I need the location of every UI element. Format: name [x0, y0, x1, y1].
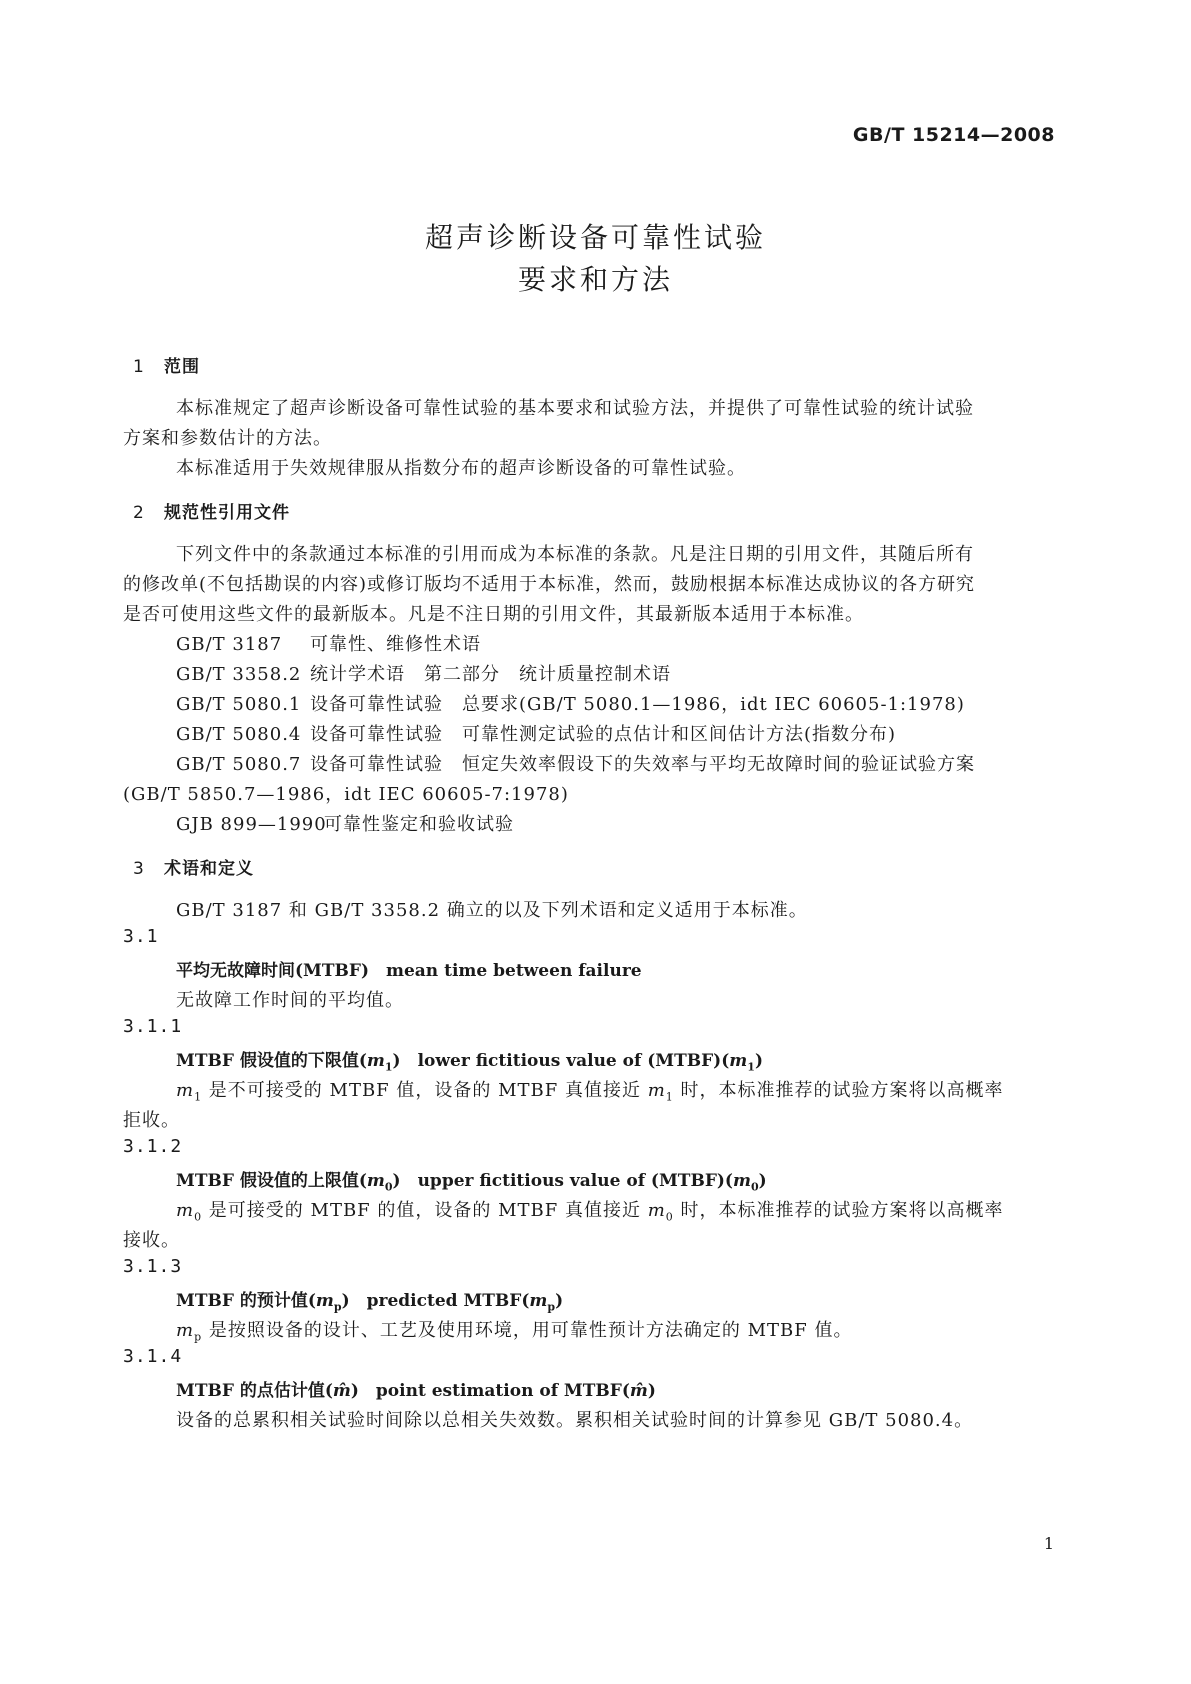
reference-continuation: (GB/T 5850.7—1986，idt IEC 60605-7:1978)	[123, 784, 569, 805]
symbol-subscript: 1	[384, 1060, 393, 1074]
close-paren: )	[758, 1171, 767, 1191]
symbol: m	[647, 1200, 666, 1221]
section-number: 3	[133, 859, 144, 879]
symbol: m	[315, 1291, 334, 1311]
reference-item	[176, 630, 481, 656]
definition-text: 时，本标准推荐的试验方案将以高概率	[673, 1200, 1004, 1221]
reference-item	[176, 750, 975, 776]
symbol: m	[366, 1171, 385, 1191]
symbol-subscript: p	[194, 1330, 203, 1344]
reference-code: GB/T 5080.7	[176, 754, 302, 775]
symbol-subscript: 0	[750, 1180, 759, 1194]
term-number: 3.1.4	[123, 1346, 183, 1367]
reference-code: GB/T 3358.2	[176, 664, 302, 685]
reference-title: 可靠性鉴定和验收试验	[324, 814, 514, 835]
symbol-subscript: 0	[194, 1210, 203, 1224]
symbol-subscript: 0	[665, 1210, 674, 1224]
term-label-en: ) predicted MTBF(	[341, 1291, 530, 1311]
reference-title: 设备可靠性试验 可靠性测定试验的点估计和区间估计方法(指数分布)	[310, 724, 897, 745]
term-number: 3.1.1	[123, 1016, 183, 1037]
term-number: 3.1.2	[123, 1136, 183, 1157]
term-title: 平均无故障时间(MTBF) mean time between failure	[176, 961, 642, 981]
term-title	[176, 1376, 656, 1401]
section-heading-normative-references	[133, 498, 290, 523]
symbol-subscript: 1	[665, 1090, 674, 1104]
page-number: 1	[1043, 1534, 1054, 1553]
term-title	[176, 1166, 767, 1193]
paragraph-line: 方案和参数估计的方法。	[123, 428, 332, 449]
definition-text: 时，本标准推荐的试验方案将以高概率	[673, 1080, 1004, 1101]
reference-item	[176, 660, 671, 686]
reference-title: 统计学术语 第二部分 统计质量控制术语	[310, 664, 671, 685]
symbol: m	[729, 1051, 748, 1071]
term-definition-cont: 拒收。	[123, 1110, 180, 1131]
reference-item	[176, 690, 965, 716]
reference-title: 设备可靠性试验 总要求(GB/T 5080.1—1986，idt IEC 60605-1:1978)	[310, 694, 965, 715]
term-number: 3.1.3	[123, 1256, 183, 1277]
reference-code: GJB 899—1990	[176, 814, 327, 835]
definition-text: 是按照设备的设计、工艺及使用环境，用可靠性预计方法确定的 MTBF 值。	[202, 1320, 853, 1341]
symbol-subscript: 0	[384, 1180, 393, 1194]
term-label-cn: MTBF 的点估计值(	[176, 1381, 333, 1401]
symbol-subscript: p	[333, 1300, 342, 1314]
term-label-en: ) lower fictitious value of (MTBF)(	[392, 1051, 730, 1071]
paragraph-line: 本标准适用于失效规律服从指数分布的超声诊断设备的可靠性试验。	[176, 458, 746, 479]
symbol-subscript: 1	[747, 1060, 755, 1074]
document-title-line1: 超声诊断设备可靠性试验	[424, 221, 766, 254]
close-paren: )	[754, 1051, 763, 1071]
symbol: m̂	[629, 1381, 648, 1401]
term-label-cn: MTBF 假设值的下限值(	[176, 1051, 367, 1071]
term-label-cn: MTBF 假设值的上限值(	[176, 1171, 367, 1191]
reference-code: GB/T 3187	[176, 634, 283, 655]
symbol: m	[176, 1080, 195, 1101]
section-number: 1	[133, 357, 144, 377]
paragraph-line: 是否可使用这些文件的最新版本。凡是不注日期的引用文件，其最新版本适用于本标准。	[123, 604, 864, 625]
term-definition	[176, 1196, 1004, 1224]
term-number: 3.1	[123, 926, 159, 947]
term-definition	[176, 1076, 1004, 1104]
reference-code: GB/T 5080.4	[176, 724, 302, 745]
symbol: m	[176, 1200, 195, 1221]
symbol: m	[732, 1171, 751, 1191]
symbol: m	[529, 1291, 548, 1311]
term-label-cn: MTBF 的预计值(	[176, 1291, 316, 1311]
reference-title: 可靠性、维修性术语	[310, 634, 481, 655]
section-title: 术语和定义	[164, 859, 254, 879]
symbol: m	[176, 1320, 195, 1341]
close-paren: )	[647, 1381, 656, 1401]
reference-item	[176, 720, 896, 746]
symbol-subscript: p	[547, 1300, 556, 1314]
paragraph-line: 本标准规定了超声诊断设备可靠性试验的基本要求和试验方法，并提供了可靠性试验的统计试验	[176, 398, 974, 419]
section-number: 2	[133, 503, 144, 523]
symbol: m̂	[332, 1381, 351, 1401]
standard-number: GB/T 15214—2008	[852, 124, 1055, 146]
section-title: 规范性引用文件	[164, 503, 290, 523]
term-label-en: ) point estimation of MTBF(	[350, 1381, 630, 1401]
term-definition: 无故障工作时间的平均值。	[176, 990, 404, 1011]
symbol: m	[647, 1080, 666, 1101]
definition-text: 是可接受的 MTBF 的值，设备的 MTBF 真值接近	[202, 1200, 648, 1221]
paragraph-line: 下列文件中的条款通过本标准的引用而成为本标准的条款。凡是注日期的引用文件，其随后所有	[176, 544, 974, 565]
term-definition: 设备的总累积相关试验时间除以总相关失效数。累积相关试验时间的计算参见 GB/T 5080.4。	[176, 1410, 974, 1431]
reference-code: GB/T 5080.1	[176, 694, 302, 715]
term-label-en: ) upper fictitious value of (MTBF)(	[392, 1171, 733, 1191]
paragraph-line: 的修改单(不包括勘误的内容)或修订版均不适用于本标准，然而，鼓励根据本标准达成协议的各方研究	[123, 574, 976, 595]
section-heading-scope	[133, 352, 200, 377]
term-definition-cont: 接收。	[123, 1230, 180, 1251]
term-title	[176, 1046, 763, 1073]
document-title-line2: 要求和方法	[517, 263, 673, 296]
symbol: m	[366, 1051, 385, 1071]
close-paren: )	[555, 1291, 564, 1311]
term-definition	[176, 1316, 852, 1344]
reference-item	[176, 810, 514, 836]
section-heading-terms	[133, 854, 254, 879]
term-title	[176, 1286, 563, 1313]
section-title: 范围	[164, 357, 200, 377]
paragraph-line: GB/T 3187 和 GB/T 3358.2 确立的以及下列术语和定义适用于本标准。	[176, 900, 808, 921]
reference-title: 设备可靠性试验 恒定失效率假设下的失效率与平均无故障时间的验证试验方案	[310, 754, 975, 775]
definition-text: 是不可接受的 MTBF 值，设备的 MTBF 真值接近	[202, 1080, 648, 1101]
symbol-subscript: 1	[194, 1090, 203, 1104]
